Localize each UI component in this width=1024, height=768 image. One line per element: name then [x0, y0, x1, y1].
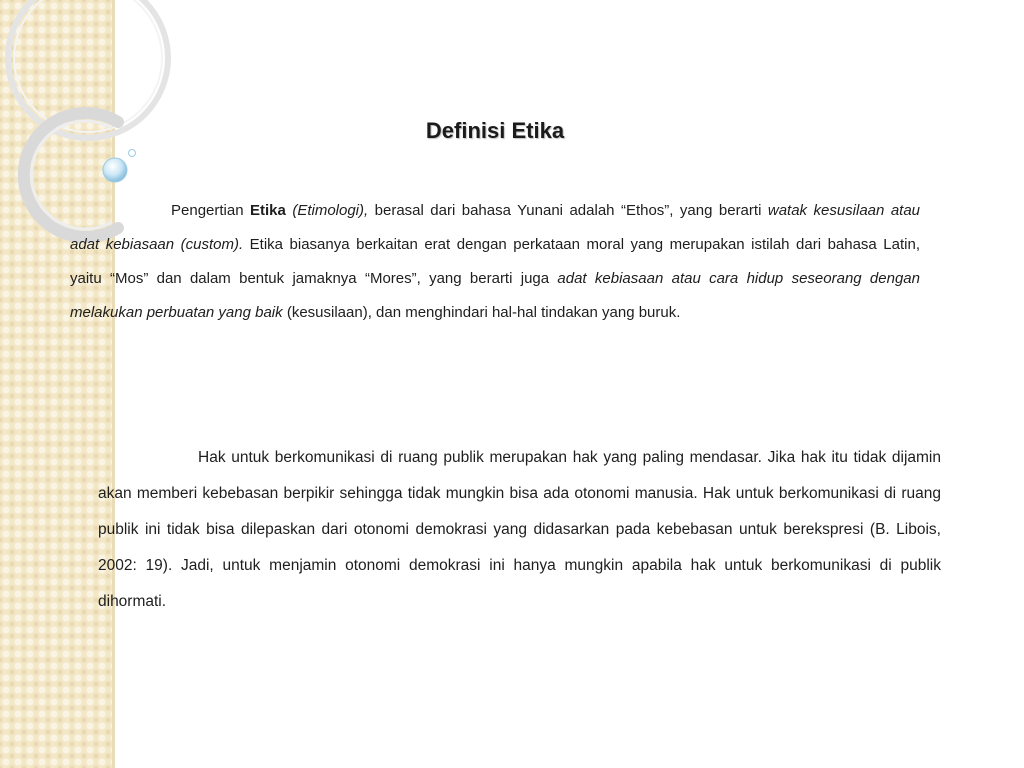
blue-bubble — [103, 158, 127, 182]
communication-rights-paragraph: Hak untuk berkomunikasi di ruang publik merupakan hak yang paling mendasar. Jika hak itu tidak dijamin akan memberi kebebasan berpikir sehingga tidak mungkin bisa ada otonomi manusia. Hak untuk berkomunikasi di ruang publik ini tidak bisa dilepaskan dari otonomi demokrasi yang didasarkan pada kebebasan untuk berekspresi (B. Libois, 2002: 19). Jadi, untuk menjamin otonomi demokrasi ini hanya mungkin apabila hak untuk berkomunikasi di publik dihormati. — [98, 449, 941, 610]
para1-italic-etymology: (Etimologi), — [285, 202, 369, 219]
para1-bold-term: Etika — [250, 202, 286, 219]
para1-text-4: (kesusilaan), dan menghindari hal-hal tindakan yang buruk. — [282, 304, 681, 321]
para1-text-3: Etika biasanya berkaitan erat dengan perkataan moral yang merupakan istilah dari bahasa Latin, yaitu “Mos” dan dalam bentuk jamaknya “Mores”, yang berarti juga — [70, 236, 920, 287]
tiny-bubble — [129, 150, 136, 157]
para1-italic-meaning-2: adat kebiasaan atau cara hidup seseorang dengan melakukan perbuatan yang baik — [70, 270, 920, 321]
slide-title: Definisi Etika — [425, 118, 565, 143]
para1-text-1: Pengertian — [171, 202, 251, 219]
para1-italic-meaning: watak kesusilaan atau adat kebiasaan (custom). — [70, 202, 921, 253]
definition-paragraph — [70, 194, 920, 330]
para1-text-2: berasal dari bahasa Yunani adalah “Ethos”, yang berarti — [368, 202, 768, 219]
